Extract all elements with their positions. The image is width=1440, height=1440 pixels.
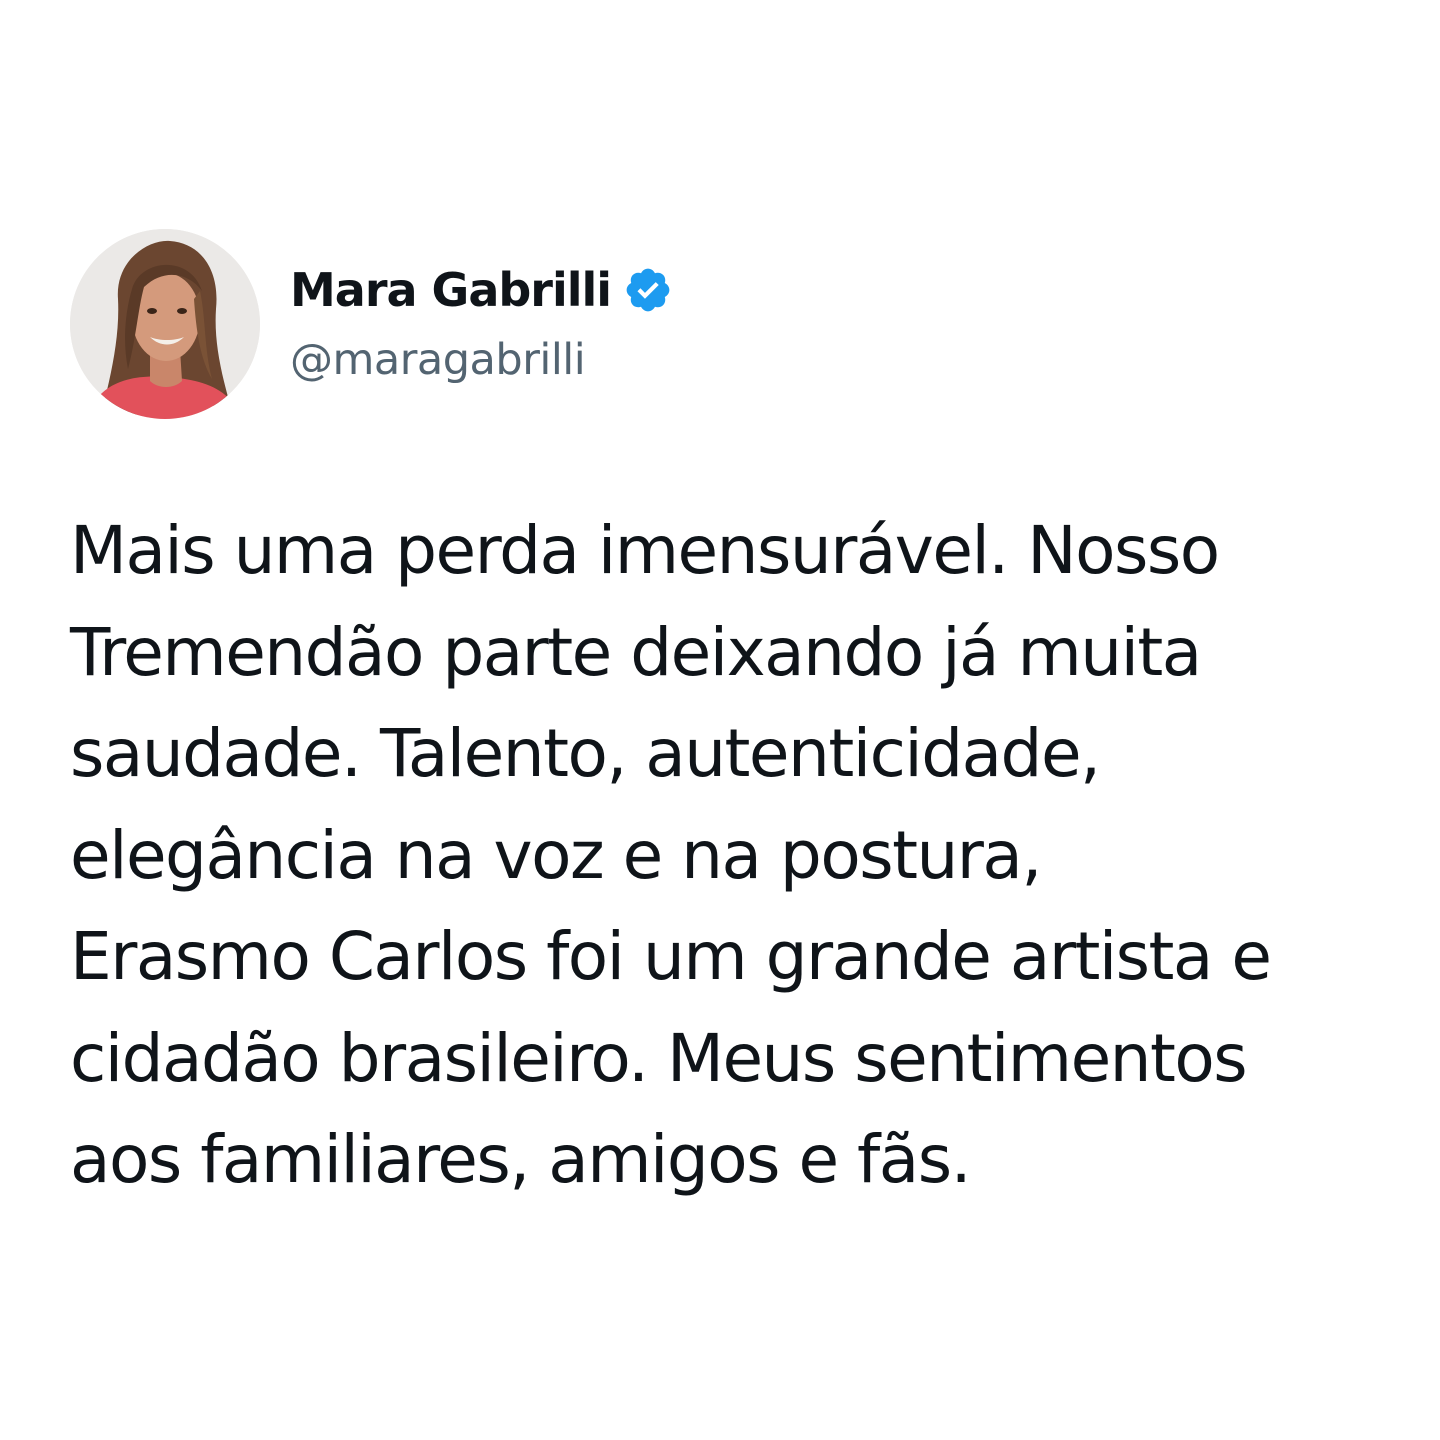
avatar-photo bbox=[70, 229, 260, 419]
tweet-text-line: aos familiares, amigos e fãs. bbox=[70, 1121, 971, 1198]
tweet-text-line: cidadão brasileiro. Meus sentimentos bbox=[70, 1019, 1247, 1097]
author-handle[interactable]: @maragabrilli bbox=[290, 335, 586, 385]
tweet-text-line: Erasmo Carlos foi um grande artista e bbox=[70, 918, 1271, 995]
author-display-name[interactable]: Mara Gabrilli bbox=[290, 263, 612, 317]
tweet-text bbox=[70, 500, 1380, 1211]
verified-badge-icon bbox=[623, 265, 673, 315]
tweet-text-line: elegância na voz e na postura, bbox=[70, 816, 1041, 894]
avatar[interactable] bbox=[70, 229, 260, 419]
tweet-text-line: Tremendão parte deixando já muita bbox=[70, 613, 1201, 691]
tweet-text-line: saudade. Talento, autenticidade, bbox=[70, 715, 1100, 792]
tweet-text-line: Mais uma perda imensurável. Nosso bbox=[70, 512, 1219, 589]
author-name-row bbox=[290, 262, 673, 318]
